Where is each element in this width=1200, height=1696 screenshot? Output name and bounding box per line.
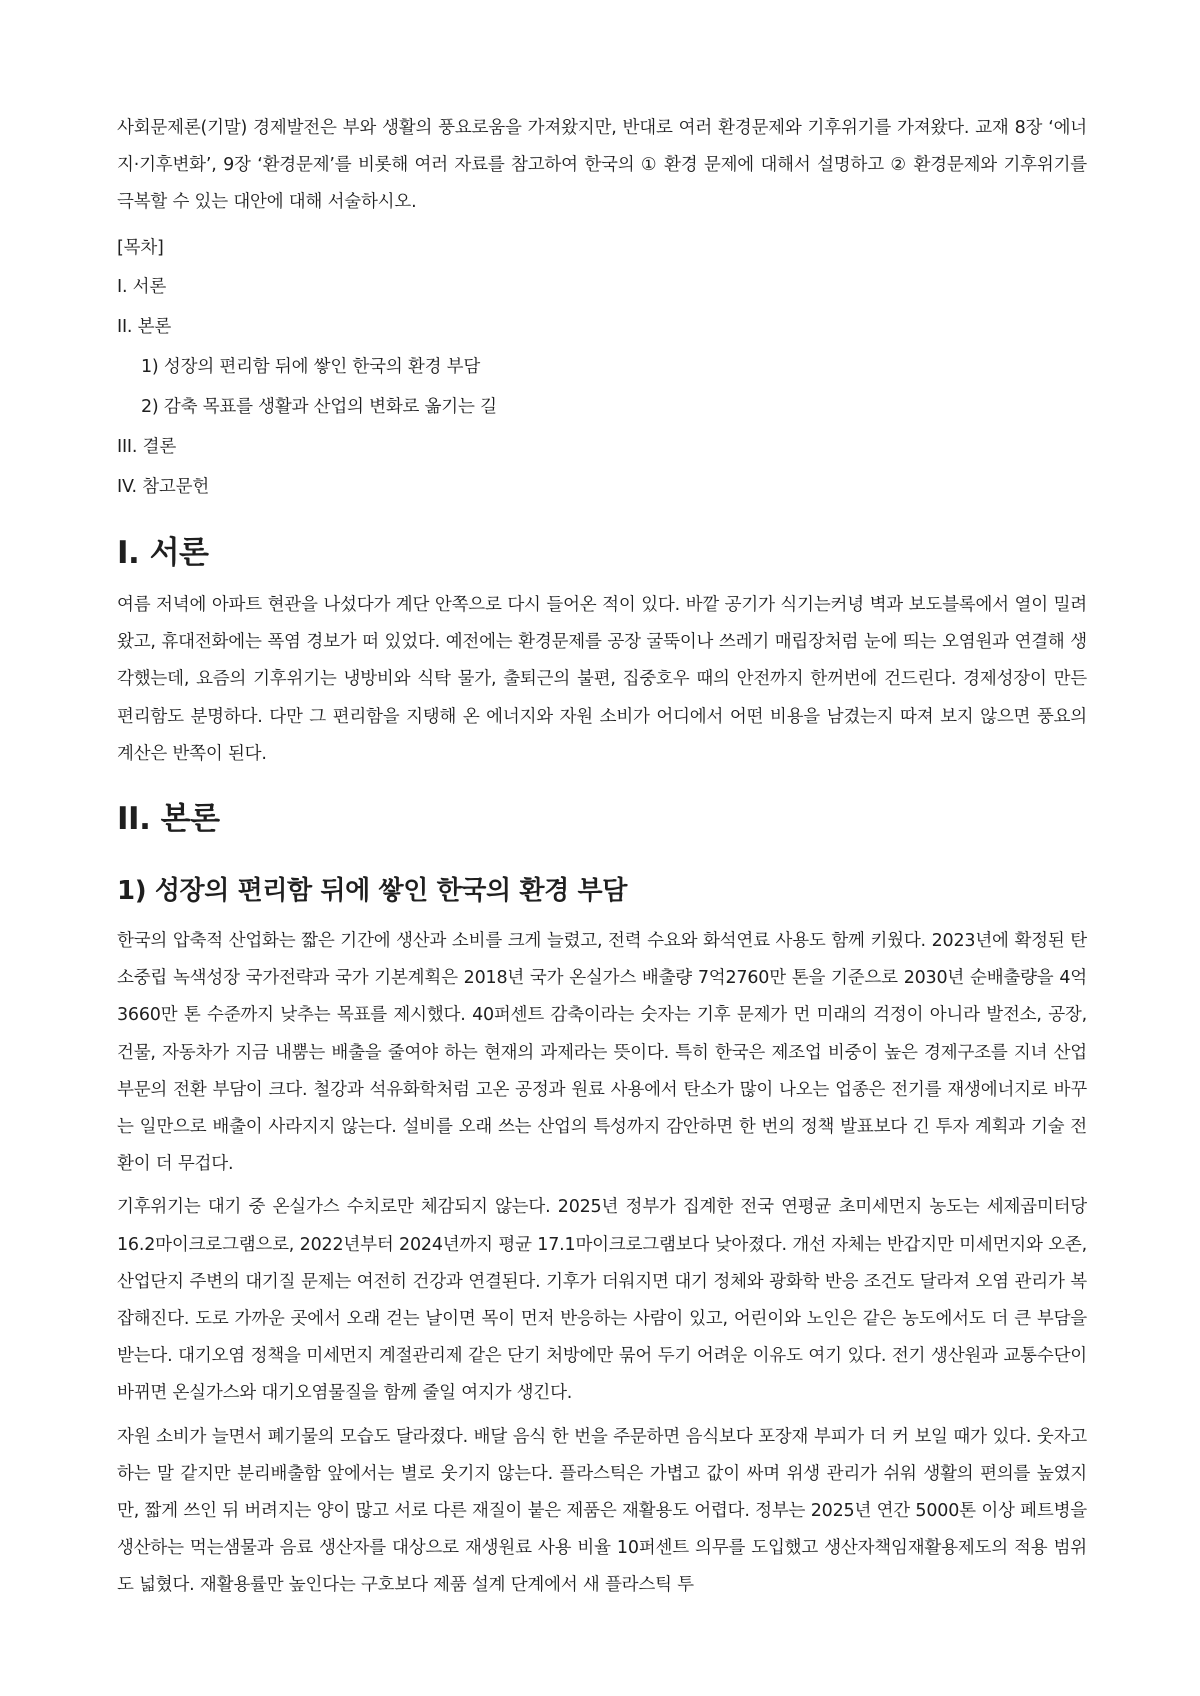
body-heading: II. 본론 (117, 801, 220, 838)
toc-item: I. 서론 (117, 277, 167, 297)
toc-list (117, 267, 1087, 507)
toc-subitem: 1) 성장의 편리함 뒤에 쌓인 한국의 환경 부담 (141, 357, 481, 377)
body-paragraph: 한국의 압축적 산업화는 짧은 기간에 생산과 소비를 크게 늘렸고, 전력 수요와 화석연료 사용도 함께 키웠다. 2023년에 확정된 탄소중립 녹색성장 국가전략과 국가 기본계획은 2018년 국가 온실가스 배출량 7억2760만 톤을 기준으로 2030년 순배출량을 4억3660만 톤 수준까지 낮추는 목표를 제시했다. 40퍼센트 감축이라는 숫자는 기후 문제가 먼 미래의 걱정이 아니라 발전소, 공장, 건물, 자동차가 지금 내뿜는 배출을 줄여야 하는 현재의 과제라는 뜻이다. 특히 한국은 제조업 비중이 높은 경제구조를 지녀 산업 부문의 전환 부담이 크다. 철강과 석유화학처럼 고온 공정과 원료 사용에서 탄소가 많이 나오는 업종은 전기를 재생에너지로 바꾸는 일만으로 배출이 사라지지 않는다. 설비를 오래 쓰는 산업의 특성까지 감안하면 한 번의 정책 발표보다 긴 투자 계획과 기술 전환이 더 무겁다. (117, 931, 1087, 1175)
introduction-section (117, 531, 1087, 773)
intro-paragraph: 여름 저녁에 아파트 현관을 나섰다가 계단 안쪽으로 다시 들어온 적이 있다. 바깥 공기가 식기는커녕 벽과 보도블록에서 열이 밀려왔고, 휴대전화에는 폭염 경보가 떠 있었다. 예전에는 환경문제를 공장 굴뚝이나 쓰레기 매립장처럼 눈에 띄는 오염원과 연결해 생각했는데, 요즘의 기후위기는 냉방비와 식탁 물가, 출퇴근의 불편, 집중호우 때의 안전까지 한꺼번에 건드린다. 경제성장이 만든 편리함도 분명하다. 다만 그 편리함을 지탱해 온 에너지와 자원 소비가 어디에서 어떤 비용을 남겼는지 따져 보지 않으면 풍요의 계산은 반쪽이 된다. (117, 595, 1087, 764)
body-section (117, 797, 1087, 1605)
body-paragraph: 기후위기는 대기 중 온실가스 수치로만 체감되지 않는다. 2025년 정부가 집계한 전국 연평균 초미세먼지 농도는 세제곱미터당 16.2마이크로그램으로, 2022년부터 2024년까지 평균 17.1마이크로그램보다 낮아졌다. 개선 자체는 반갑지만 미세먼지와 오존, 산업단지 주변의 대기질 문제는 여전히 건강과 연결된다. 기후가 더워지면 대기 정체와 광화학 반응 조건도 달라져 오염 관리가 복잡해진다. 도로 가까운 곳에서 오래 걷는 날이면 목이 먼저 반응하는 사람이 있고, 어린이와 노인은 같은 농도에서도 더 큰 부담을 받는다. 대기오염 정책을 미세먼지 계절관리제 같은 단기 처방에만 묶어 두기 어려운 이유도 여기 있다. 전기 생산원과 교통수단이 바뀌면 온실가스와 대기오염물질을 함께 줄일 여지가 생긴다. (117, 1197, 1088, 1404)
body-paragraph: 자원 소비가 늘면서 폐기물의 모습도 달라졌다. 배달 음식 한 번을 주문하면 음식보다 포장재 부피가 더 커 보일 때가 있다. 웃자고 하는 말 같지만 분리배출함 앞에서는 별로 웃기지 않는다. 플라스틱은 가볍고 값이 싸며 위생 관리가 쉬워 생활의 편의를 높였지만, 짧게 쓰인 뒤 버려지는 양이 많고 서로 다른 재질이 붙은 제품은 재활용도 어렵다. 정부는 2025년 연간 5000톤 이상 페트병을 생산하는 먹는샘물과 음료 생산자를 대상으로 재생원료 사용 비율 10퍼센트 의무를 도입했고 생산자책임재활용제도의 적용 범위도 넓혔다. 재활용률만 높인다는 구호보다 제품 설계 단계에서 새 플라스틱 투 (117, 1426, 1087, 1596)
toc-title: [목차] (117, 238, 164, 258)
intro-heading: I. 서론 (117, 535, 209, 571)
body-subheading-1: 1) 성장의 편리함 뒤에 쌓인 한국의 환경 부담 (117, 876, 627, 907)
assignment-prompt: 사회문제론(기말) 경제발전은 부와 생활의 풍요로움을 가져왔지만, 반대로 여러 환경문제와 기후위기를 가져왔다. 교재 8장 ‘에너지·기후변화’, 9장 ‘환경문제’를 비롯해 여러 자료를 참고하여 한국의 ① 환경 문제에 대해서 설명하고 ② 환경문제와 기후위기를 극복할 수 있는 대안에 대해 서술하시오. (117, 118, 1087, 212)
table-of-contents (117, 229, 1087, 507)
toc-item: II. 본론 (117, 317, 172, 337)
toc-item: III. 결론 (117, 437, 177, 457)
toc-item: IV. 참고문헌 (117, 477, 210, 497)
toc-subitem: 2) 감축 목표를 생활과 산업의 변화로 옮기는 길 (141, 397, 497, 417)
